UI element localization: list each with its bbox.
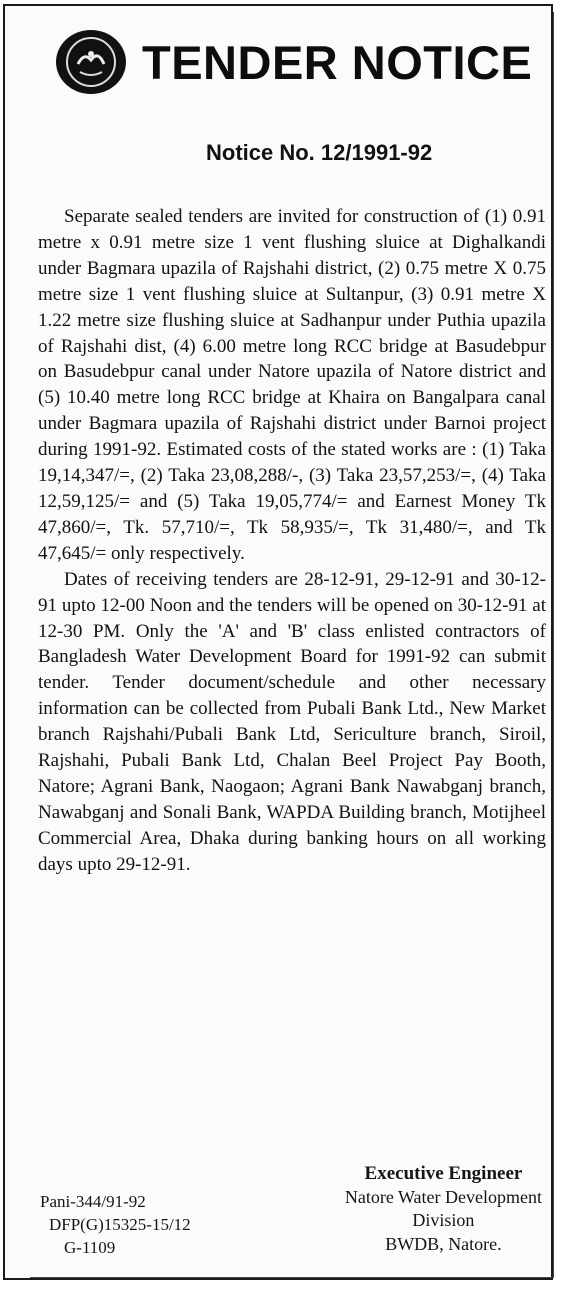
notice-title: TENDER NOTICE bbox=[142, 35, 533, 89]
signatory-location: BWDB, Natore. bbox=[385, 1233, 502, 1254]
body-paragraph-2: Dates of receiving tenders are 28-12-91, 29-12-91 and 30-12-91 upto 12-00 Noon and the tenders will be opened on 30-12-91 at 12-30 PM. Only the 'A' and 'B' class enlisted contractors of Bangladesh Water Development Board for 1991-92 can submit tender. Tender document/schedule and other necessary information can be collected from Pubali Bank Ltd., New Market branch Rajshahi/Pubali Bank Ltd, Sericulture branch, Siroil, Rajshahi, Pubali Bank Ltd, Chalan Beel Project Pay Booth, Natore; Agrani Bank, Naogaon; Agrani Bank Nawabganj branch, Nawabganj and Sonali Bank, WAPDA Building branch, Motijheel Commercial Area, Dhaka during banking hours on all working days upto 29-12-91. bbox=[38, 568, 546, 875]
reference-numbers bbox=[40, 1190, 191, 1259]
government-emblem-icon bbox=[56, 30, 126, 94]
reference-line: DFP(G)15325-15/12 bbox=[49, 1215, 191, 1234]
reference-line: G-1109 bbox=[64, 1238, 116, 1257]
signatory-office: Natore Water Development bbox=[344, 1186, 542, 1207]
signatory-division: Division bbox=[412, 1210, 475, 1230]
reference-line: Pani-344/91-92 bbox=[40, 1192, 146, 1211]
signatory-title: Executive Engineer bbox=[364, 1163, 523, 1184]
body-paragraph-1: Separate sealed tenders are invited for construction of (1) 0.91 metre x 0.91 metre size 1 vent flushing sluice at Dighalkandi under Bagmara upazila of Rajshahi district, (2) 0.75 metre X 0.75 metre size 1 vent flushing sluice at Sultanpur, (3) 0.91 metre X 1.22 metre size flushing sluice at Sadhanpur under Puthia upazila of Rajshahi dist, (4) 6.00 metre long RCC bridge at Basudebpur on Basudebpur canal under Natore upazila of Natore district and (5) 10.40 metre long RCC bridge at Khaira on Bangalpara canal under Bagmara upazila of Rajshahi district under Barnoi project during 1991-92. Estimated costs of the stated works are : (1) Taka 19,14,347/=, (2) Taka 23,08,288/-, (3) Taka 23,57,253/=, (4) Taka 12,59,125/= and (5) Taka 19,05,774/= and Earnest Money Tk 47,860/=, Tk. 57,710/=, Tk 58,935/=, Tk 31,480/=, and Tk 47,645/= only respectively. bbox=[38, 206, 546, 564]
notice-number: Notice No. 12/1991-92 bbox=[206, 140, 433, 165]
signatory-block bbox=[345, 1162, 542, 1256]
notice-body bbox=[38, 204, 546, 878]
notice-header bbox=[56, 30, 532, 94]
